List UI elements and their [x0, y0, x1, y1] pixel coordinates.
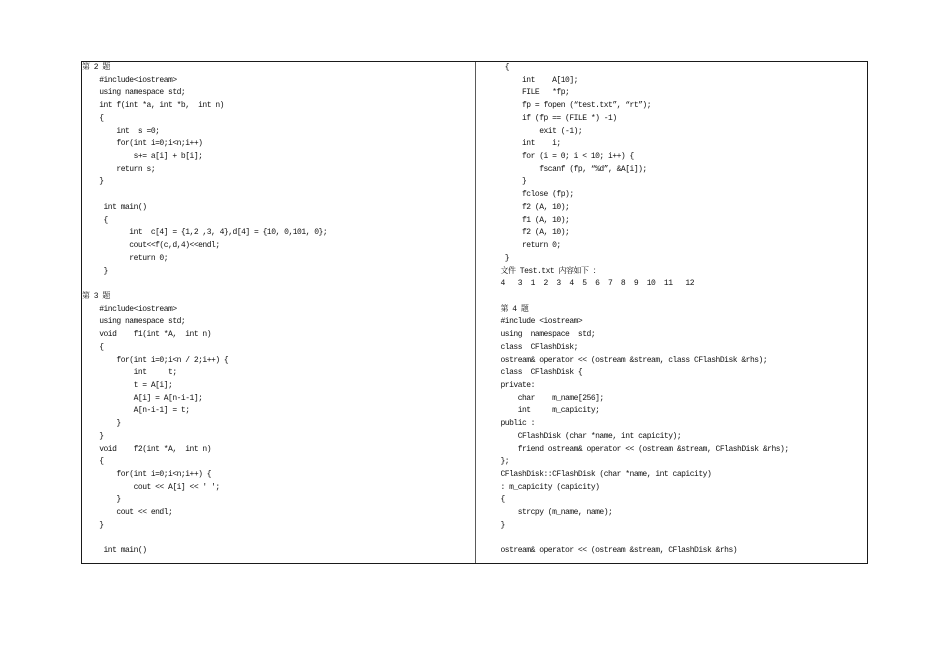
code-line: } [82, 177, 104, 187]
blank-line [501, 533, 861, 546]
code-line: int t; [82, 368, 177, 378]
code-line: : m_capicity (capicity) [500, 482, 600, 492]
code-line: strcpy (m_name, name); [500, 508, 613, 518]
code-line: int c[4] = {1,2 ,3, 4},d[4] = {10, 0,101, 0}; [82, 228, 328, 238]
code-listing-frame [81, 61, 868, 564]
code-line: class CFlashDisk { [500, 368, 583, 378]
file-data-values: 4 3 1 2 3 4 5 6 7 8 9 10 11 12 [500, 279, 695, 289]
code-line: ostream& operator << (ostream &stream, class CFlashDisk &rhs); [500, 355, 768, 365]
code-line: A[i] = A[n-i-1]; [82, 393, 203, 403]
code-line: for(int i=0;i<n;i++) { [82, 470, 212, 479]
code-line: cout << A[i] << ' '; [82, 482, 220, 492]
right-column [501, 62, 861, 558]
code-line: #include<iostream> [82, 75, 177, 85]
code-line: int s =0; [82, 126, 160, 136]
question-heading: 第 3 题 [82, 291, 110, 301]
code-line: { [82, 457, 104, 467]
code-line: } [82, 266, 108, 276]
code-line: cout << endl; [82, 508, 173, 518]
code-line: } [500, 520, 505, 530]
code-line: int i; [500, 139, 561, 149]
code-line: void f1(int *A, int n) [82, 330, 212, 340]
code-line: fscanf (fp, “%d”, &A[i]); [500, 164, 647, 174]
code-line: int f(int *a, int *b, int n) [82, 101, 224, 111]
column-divider [475, 62, 476, 563]
code-line: int main() [82, 546, 147, 556]
question-heading: 第 2 题 [82, 63, 110, 72]
code-line: CFlashDisk (char *name, int capicity); [500, 431, 682, 441]
code-line: #include<iostream> [82, 304, 177, 314]
code-line: return s; [82, 164, 156, 174]
code-line: for(int i=0;i<n / 2;i++) { [82, 355, 229, 365]
code-line: f2 (A, 10); [500, 228, 570, 238]
code-line: { [82, 113, 104, 123]
code-line: { [82, 342, 104, 352]
code-line: using namespace std; [82, 88, 186, 98]
code-line: } [500, 253, 510, 263]
left-column [82, 62, 472, 558]
code-line: { [82, 215, 108, 225]
code-line: } [82, 495, 121, 505]
code-line: exit (-1); [500, 126, 583, 136]
code-line: return 0; [82, 253, 169, 263]
code-line: using namespace std; [82, 317, 186, 327]
code-line: #include <iostream> [500, 317, 583, 327]
code-line: return 0; [500, 241, 561, 251]
code-line: ostream& operator << (ostream &stream, CFlashDisk &rhs) [500, 546, 738, 556]
file-contents-label: 文件 Test.txt 内容如下 ： [500, 266, 601, 276]
code-line: private: [500, 380, 535, 390]
blank-line [82, 278, 472, 291]
code-line: class CFlashDisk; [500, 342, 578, 352]
code-line: int m_capicity; [500, 406, 600, 416]
code-line: using namespace std; [500, 330, 596, 340]
code-line: { [500, 495, 505, 505]
code-line: }; [500, 457, 510, 467]
code-line: f1 (A, 10); [500, 215, 570, 225]
code-line: t = A[i]; [82, 380, 173, 390]
code-line: friend ostream& operator << (ostream &stream, CFlashDisk &rhs); [500, 444, 789, 454]
code-line: int main() [82, 202, 147, 212]
blank-line [82, 533, 472, 546]
code-line: fp = fopen (“test.txt”, “rt”); [500, 101, 652, 111]
code-line: } [82, 431, 104, 441]
code-line: } [500, 177, 527, 187]
question-heading: 第 4 题 [500, 304, 529, 314]
code-line: for(int i=0;i<n;i++) [82, 139, 203, 149]
code-line: A[n-i-1] = t; [82, 406, 190, 416]
code-line: void f2(int *A, int n) [82, 444, 212, 454]
code-line: } [82, 520, 104, 530]
code-line: if (fp == (FILE *) -1) [500, 113, 617, 123]
code-line: int A[10]; [500, 75, 578, 85]
blank-line [82, 189, 472, 202]
code-line: cout<<f(c,d,4)<<endl; [82, 241, 220, 251]
code-line: char m_name[256]; [500, 393, 604, 403]
code-line: { [500, 63, 510, 72]
code-line: f2 (A, 10); [500, 202, 570, 212]
code-line: public : [500, 419, 535, 429]
code-line: } [82, 419, 121, 429]
code-line: for (i = 0; i < 10; i++) { [500, 152, 634, 162]
code-line: s+= a[i] + b[i]; [82, 152, 203, 162]
blank-line [501, 291, 861, 304]
code-line: FILE *fp; [500, 88, 570, 98]
code-line: fclose (fp); [500, 190, 574, 200]
code-line: CFlashDisk::CFlashDisk (char *name, int capicity) [500, 470, 712, 479]
